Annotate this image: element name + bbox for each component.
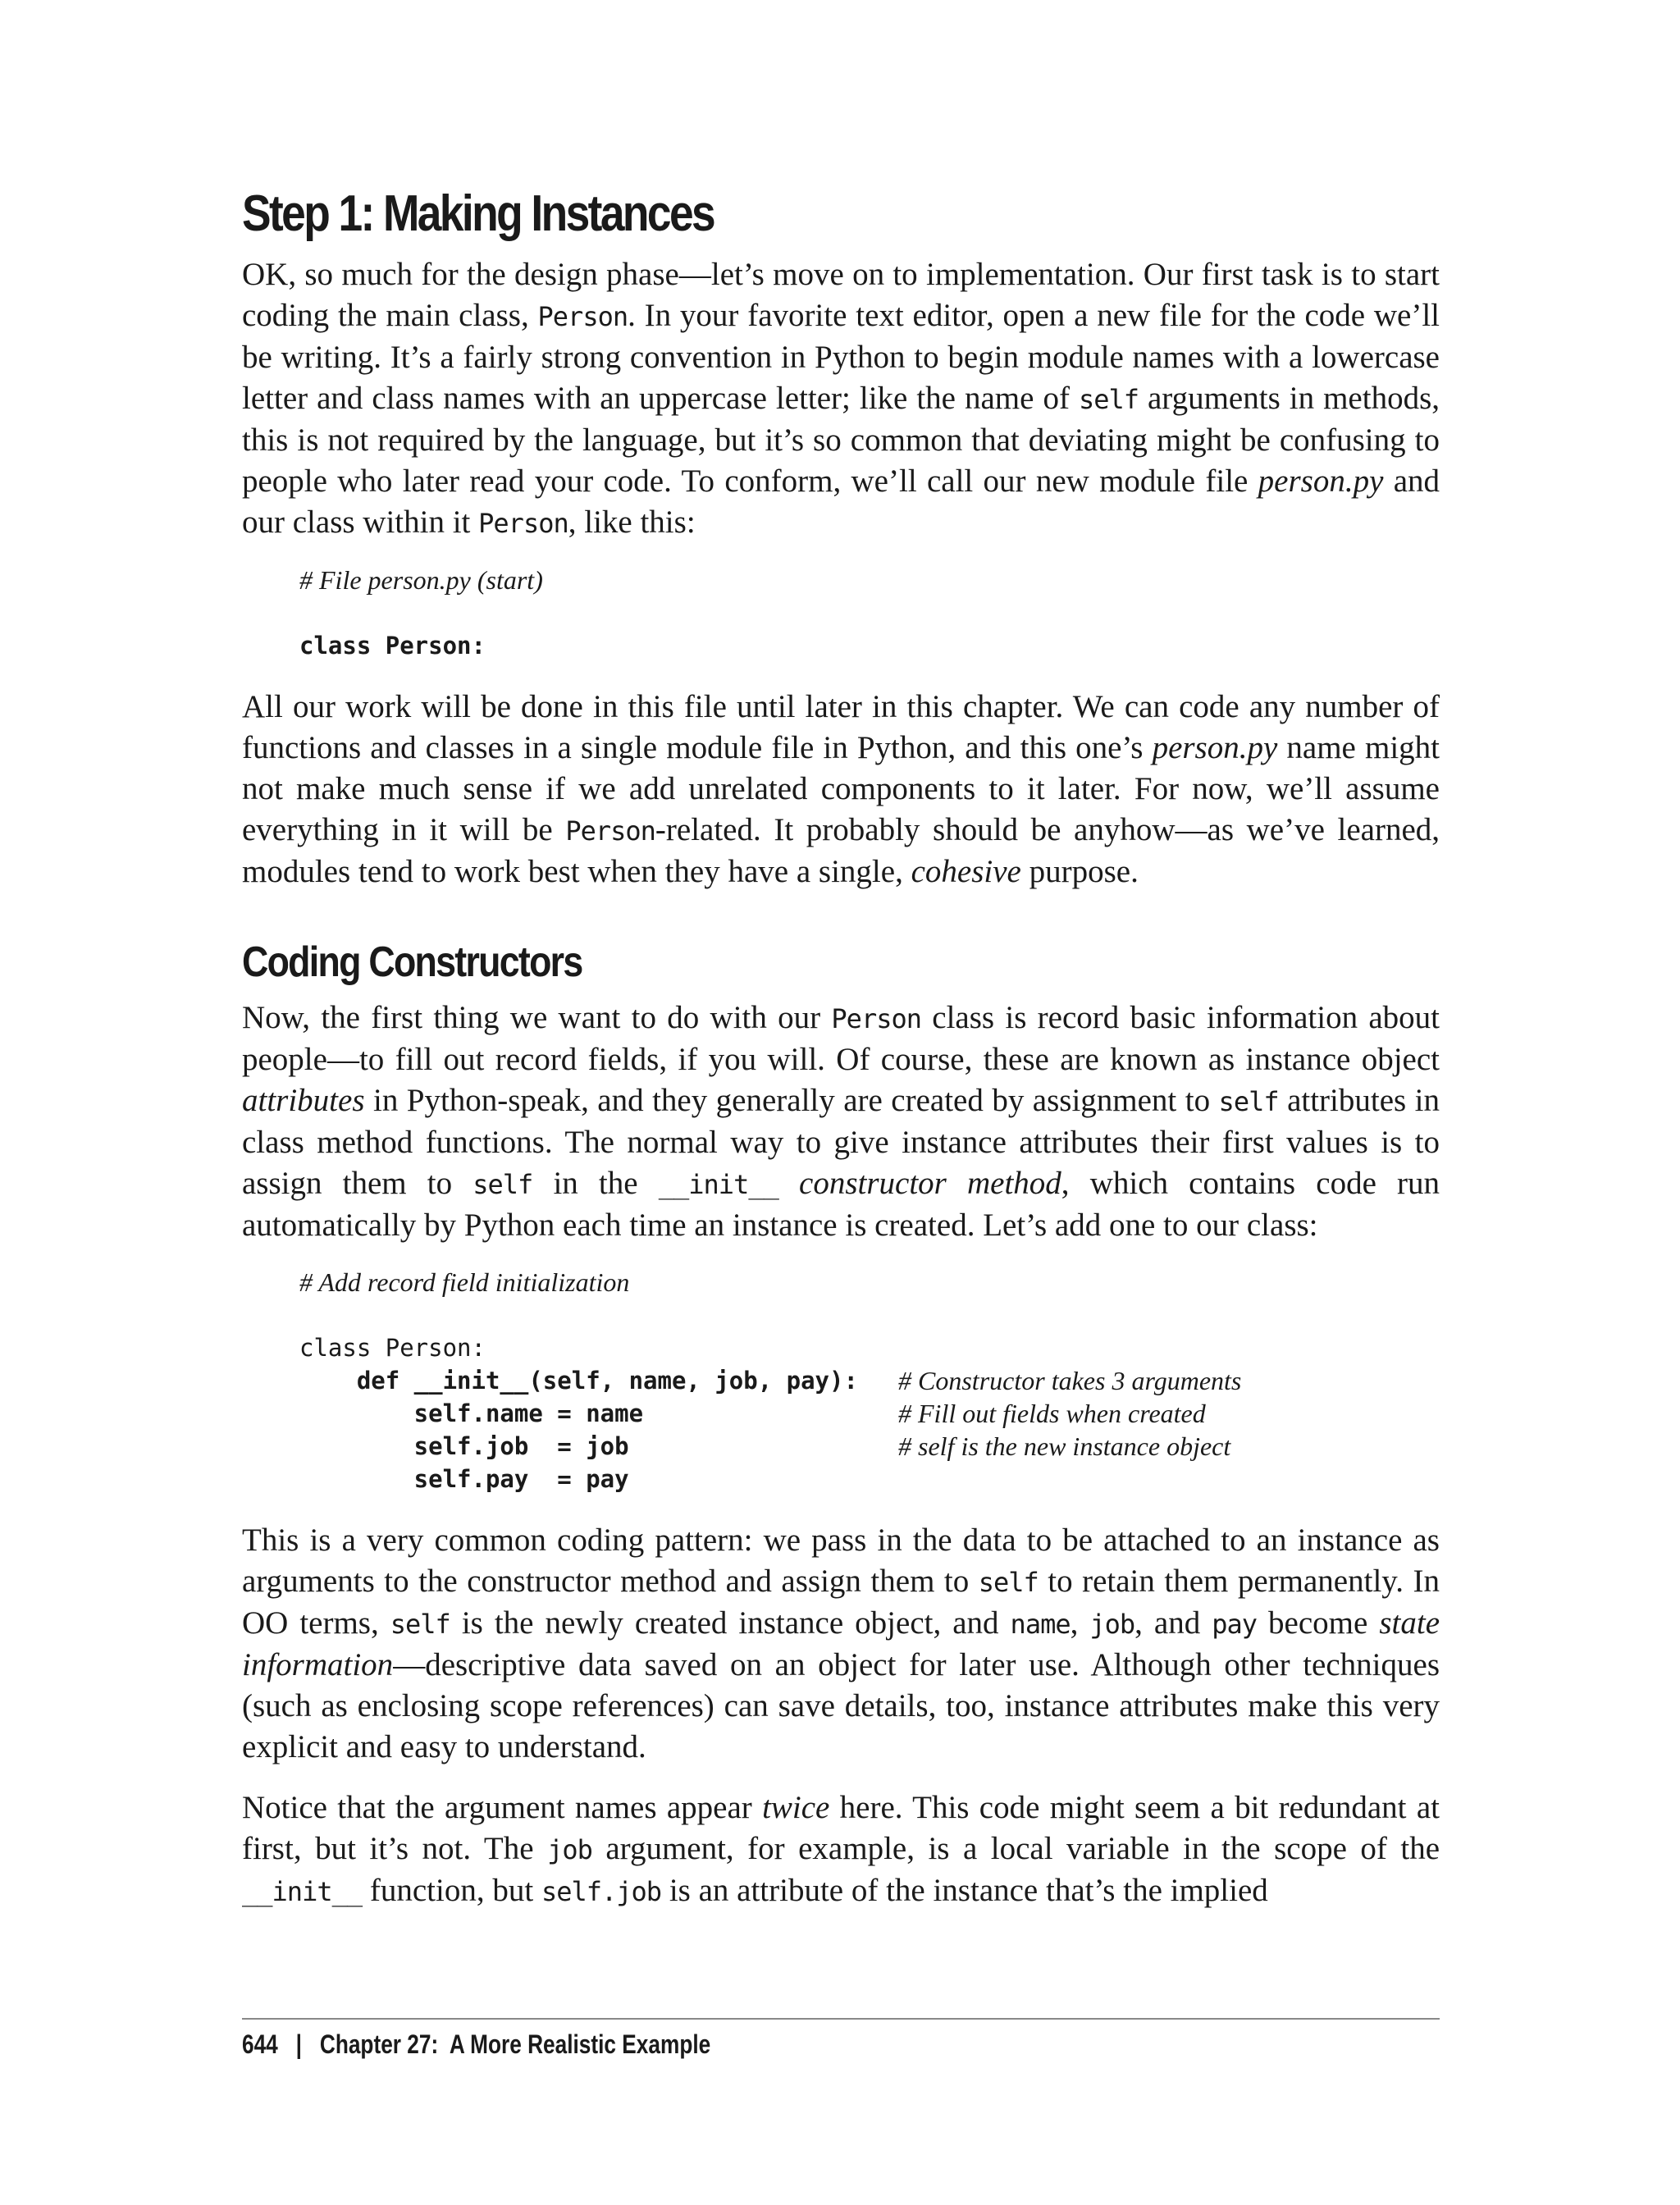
inline-code: Person — [565, 815, 655, 847]
text: , which contains code run automatically by Python each time an instance is created. Let’s add one to our class: — [242, 1166, 1440, 1244]
code-line: self.job = job # self is the new instance object — [299, 1431, 1231, 1462]
inline-code: job — [547, 1834, 592, 1866]
paragraph-pattern — [242, 1520, 1440, 1768]
page-content — [242, 185, 1440, 1932]
code-block-constructor — [299, 1266, 1440, 1495]
text: in the — [532, 1166, 659, 1202]
page-footer — [242, 2029, 710, 2060]
footer-separator: | — [295, 2029, 302, 2059]
page-number: 644 — [242, 2029, 278, 2059]
text: purpose. — [1020, 854, 1139, 890]
text: OK, so much for the design phase—let’s move on to implementation. Our first task is to start coding the main class, — [242, 257, 1440, 334]
code-line: def __init__(self, name, job, pay): # Constructor takes 3 arguments — [299, 1366, 1242, 1396]
emphasis: cohesive — [911, 854, 1021, 890]
inline-code: Person — [478, 508, 568, 540]
text: All our work will be done in this file until later in this chapter. We can code any number of functions and classes in a single module file in Python, and this one’s — [242, 689, 1440, 766]
paragraph-module — [242, 687, 1440, 892]
section-heading: Step 1: Making Instances — [242, 185, 714, 242]
inline-code: Person — [537, 301, 628, 333]
inline-code: self — [1078, 384, 1139, 416]
code-comment: # Fill out fields when created — [898, 1399, 1206, 1429]
inline-code: self — [978, 1567, 1039, 1599]
text: Now, the first thing we want to do with our — [242, 1000, 832, 1036]
inline-code: self — [472, 1169, 533, 1201]
text: function, but — [362, 1873, 541, 1909]
inline-code: name — [1010, 1609, 1071, 1641]
text: -related. It probably should be anyhow—as we’ve learned, modules tend to work best when they have a single, — [242, 812, 1440, 890]
text: argument, for example, is a local variable in the scope of the — [591, 1831, 1440, 1867]
code-line: class Person: — [299, 632, 486, 660]
footer-divider — [242, 2018, 1440, 2020]
text: and our class within it — [242, 463, 1440, 541]
inline-code: pay — [1212, 1609, 1258, 1641]
chapter-title: Chapter 27: A More Realistic Example — [319, 2029, 711, 2059]
emphasis: twice — [762, 1790, 830, 1826]
emphasis: constructor method — [799, 1166, 1061, 1202]
inline-code: self — [390, 1609, 450, 1641]
code-line: self.name = name # Fill out fields when created — [299, 1399, 1206, 1429]
code-line: class Person: — [299, 1334, 486, 1363]
text: is the newly created instance object, and — [450, 1605, 1011, 1641]
text: name might not make much sense if we add unrelated components to it later. For now, we’ll assume everything in it will be — [242, 730, 1440, 848]
code-comment: # File person.py (start) — [299, 565, 543, 596]
filename-emphasis: person.py — [1258, 463, 1384, 500]
text: , and — [1134, 1605, 1212, 1641]
filename-emphasis: person.py — [1152, 730, 1278, 766]
text: become — [1257, 1605, 1380, 1641]
inline-code: job — [1089, 1609, 1135, 1641]
emphasis: attributes — [242, 1083, 365, 1119]
inline-code: __init__ — [242, 1876, 363, 1908]
text: here. This code might seem a bit redundant at first, but it’s not. The — [242, 1790, 1440, 1867]
paragraph-notice — [242, 1787, 1440, 1912]
inline-code: Person — [831, 1003, 921, 1035]
text: This is a very common coding pattern: we pass in the data to be attached to an instance as arguments to the constructor method and assign them to — [242, 1522, 1440, 1600]
emphasis: state information — [242, 1605, 1440, 1683]
text: —descriptive data saved on an object for later use. Although other techniques (such as enclosing scope references) can save details, too, instance attributes make this very explicit and easy to understand. — [242, 1647, 1440, 1765]
inline-code: self — [1218, 1086, 1279, 1118]
code-block-file — [299, 564, 1440, 662]
code-blank-line — [299, 596, 1440, 629]
paragraph-constructors — [242, 998, 1440, 1246]
inline-code: __init__ — [658, 1169, 778, 1201]
code-comment: # Constructor takes 3 arguments — [898, 1366, 1242, 1396]
code-comment: # Add record field initialization — [299, 1267, 630, 1298]
text: class is record basic information about people—to fill out record fields, if you will. Of course, these are known as instance object — [242, 1000, 1440, 1078]
text: is an attribute of the instance that’s the implied — [661, 1873, 1268, 1909]
text: attributes in class method functions. The normal way to give instance attributes their first values is to assign them to — [242, 1083, 1440, 1202]
text — [778, 1166, 799, 1201]
text: Notice that the argument names appear — [242, 1790, 763, 1826]
inline-code: self.job — [541, 1876, 662, 1908]
text: to retain them permanently. In OO terms, — [242, 1564, 1440, 1641]
paragraph-intro — [242, 254, 1440, 544]
subsection-heading: Coding Constructors — [242, 938, 582, 987]
text: . In your favorite text editor, open a new file for the code we’ll be writing. It’s a fairly strong convention in Python to begin module names with a lowercase letter and class names with an uppercase letter; like the name of — [242, 298, 1440, 417]
text: , like this: — [568, 504, 696, 541]
code-line: self.pay = pay — [299, 1465, 629, 1494]
code-blank-line — [299, 1299, 1440, 1331]
text: arguments in methods, this is not required by the language, but it’s so common that deviating might be confusing to people who later read your code. To conform, we’ll call our new module file — [242, 381, 1440, 500]
code-comment: # self is the new instance object — [898, 1431, 1231, 1462]
text: , — [1070, 1605, 1090, 1641]
text: in Python-speak, and they generally are created by assignment to — [364, 1083, 1219, 1119]
